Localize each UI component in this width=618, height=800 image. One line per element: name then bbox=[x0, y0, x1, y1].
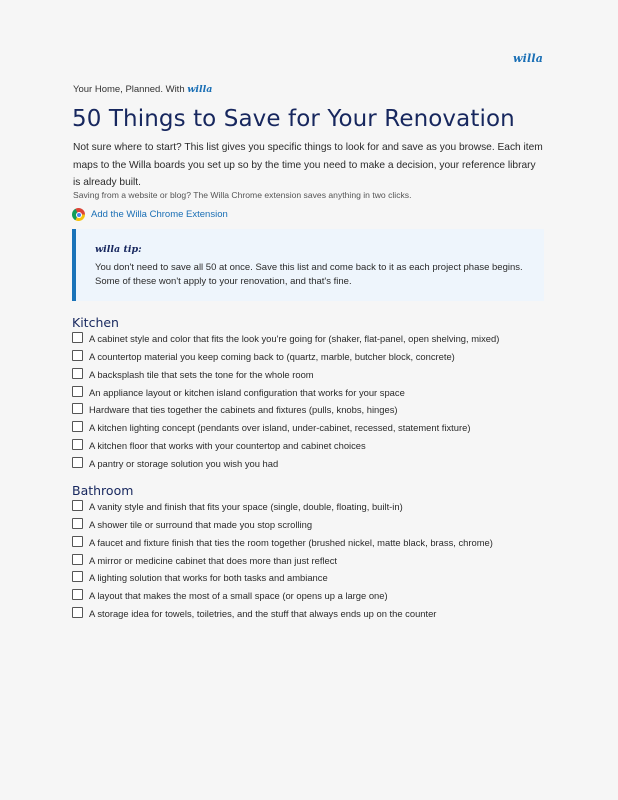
section-heading-kitchen: Kitchen bbox=[72, 315, 119, 330]
checkbox[interactable] bbox=[72, 571, 83, 582]
checklist-item-label: A faucet and fixture finish that ties the room together (brushed nickel, matte black, brass, chrome) bbox=[89, 536, 493, 548]
tip-callout bbox=[72, 229, 544, 301]
checkbox[interactable] bbox=[72, 554, 83, 565]
section-heading-bathroom: Bathroom bbox=[72, 483, 134, 498]
checkbox[interactable] bbox=[72, 386, 83, 397]
checklist-item bbox=[72, 551, 493, 569]
checklist-item bbox=[72, 330, 499, 348]
checkbox[interactable] bbox=[72, 500, 83, 511]
checkbox[interactable] bbox=[72, 403, 83, 414]
checklist-item bbox=[72, 437, 499, 455]
checklist-item-label: A shower tile or surround that made you stop scrolling bbox=[89, 519, 313, 531]
checkbox[interactable] bbox=[72, 536, 83, 547]
checklist-item bbox=[72, 534, 493, 552]
checklist-item-label: A cabinet style and color that fits the look you're going for (shaker, flat-panel, open shelving, mixed) bbox=[89, 333, 500, 345]
checklist-item-label: An appliance layout or kitchen island configuration that works for your space bbox=[89, 386, 405, 398]
checklist-item-label: A pantry or storage solution you wish you had bbox=[89, 457, 279, 469]
checkbox[interactable] bbox=[72, 439, 83, 450]
checklist-item bbox=[72, 498, 493, 516]
checkbox[interactable] bbox=[72, 457, 83, 468]
checklist-item bbox=[72, 348, 499, 366]
checklist-kitchen bbox=[72, 330, 499, 472]
checklist-item-label: A lighting solution that works for both tasks and ambiance bbox=[89, 572, 328, 584]
checklist-item bbox=[72, 569, 493, 587]
checklist-item-label: A storage idea for towels, toiletries, and the stuff that always ends up on the counter bbox=[89, 607, 437, 619]
checklist-item-label: A vanity style and finish that fits your space (single, double, floating, built-in) bbox=[89, 501, 403, 513]
checkbox[interactable] bbox=[72, 589, 83, 600]
checklist-item bbox=[72, 587, 493, 605]
checkbox[interactable] bbox=[72, 607, 83, 618]
checklist-item bbox=[72, 605, 493, 623]
checklist-item bbox=[72, 366, 499, 384]
extension-link-label: Add the Willa Chrome Extension bbox=[91, 209, 228, 220]
checklist-item-label: A layout that makes the most of a small space (or opens up a large one) bbox=[89, 590, 388, 602]
chrome-icon bbox=[72, 208, 85, 221]
checklist-bathroom bbox=[72, 498, 493, 622]
checkbox[interactable] bbox=[72, 332, 83, 343]
checklist-item bbox=[72, 383, 499, 401]
intro-paragraph: Not sure where to start? This list gives you specific things to look for and save as you browse. Each item maps to the Willa boards you set up so by the time you need to make a decision, your reference library is already built. bbox=[73, 142, 543, 188]
checklist-item bbox=[72, 401, 499, 419]
checklist-item bbox=[72, 516, 493, 534]
extension-note: Saving from a website or blog? The Willa Chrome extension saves anything in two clicks. bbox=[73, 190, 412, 200]
page-title: 50 Things to Save for Your Renovation bbox=[72, 106, 515, 132]
tagline-text: Your Home, Planned. With bbox=[73, 84, 185, 95]
checklist-item-label: A mirror or medicine cabinet that does more than just reflect bbox=[89, 554, 338, 566]
add-chrome-extension-link[interactable] bbox=[72, 208, 228, 221]
checkbox[interactable] bbox=[72, 421, 83, 432]
checklist-item-label: A kitchen floor that works with your countertop and cabinet choices bbox=[89, 439, 366, 451]
tip-title: willa tip: bbox=[95, 244, 142, 255]
checkbox[interactable] bbox=[72, 368, 83, 379]
checklist-item-label: A countertop material you keep coming back to (quartz, marble, butcher block, concrete) bbox=[89, 351, 455, 363]
checklist-item bbox=[72, 454, 499, 472]
brand-logo: willa bbox=[513, 52, 544, 65]
checklist-item-label: A backsplash tile that sets the tone for the whole room bbox=[89, 368, 314, 380]
tip-body: You don't need to save all 50 at once. Save this list and come back to it as each project phase begins. Some of these won't apply to your renovation, and that's fine. bbox=[95, 262, 523, 287]
checkbox[interactable] bbox=[72, 518, 83, 529]
checklist-item-label: Hardware that ties together the cabinets and fixtures (pulls, knobs, hinges) bbox=[89, 404, 398, 416]
checkbox[interactable] bbox=[72, 350, 83, 361]
tagline-logo: willa bbox=[187, 84, 213, 95]
checklist-item bbox=[72, 419, 499, 437]
tagline bbox=[73, 84, 212, 95]
checklist-item-label: A kitchen lighting concept (pendants over island, under-cabinet, recessed, statement fixture) bbox=[89, 422, 471, 434]
